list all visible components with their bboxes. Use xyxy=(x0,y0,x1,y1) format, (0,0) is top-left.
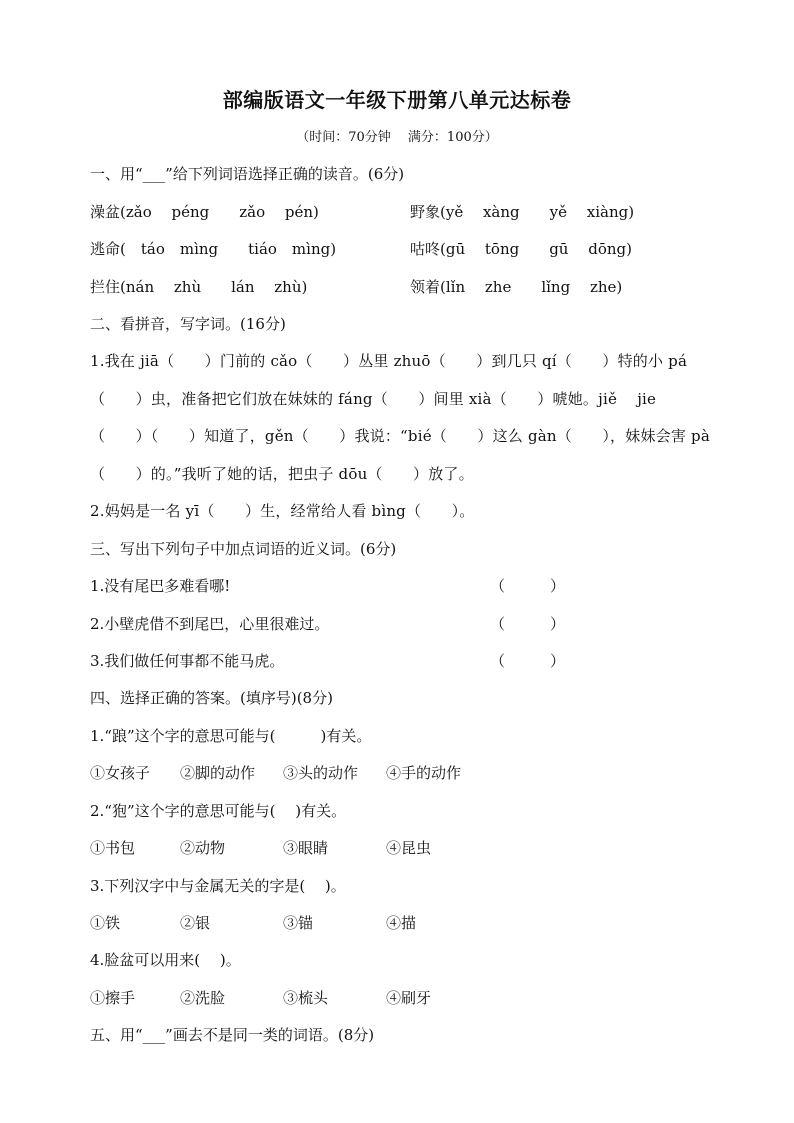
section-1-heading: 一、用“___”给下列词语选择正确的读音。(6分) xyxy=(90,165,405,183)
synonym-sentence: 2.小壁虎借不到尾巴，心里很难过。 xyxy=(90,615,330,633)
choice-option: ③锚 xyxy=(283,914,314,932)
choice-question: 3.下列汉字中与金属无关的字是( )。 xyxy=(90,877,346,895)
synonym-sentence: 1.没有尾巴多难看哪! xyxy=(90,577,231,595)
choice-option: ④描 xyxy=(386,914,417,932)
answer-blank: （ ） xyxy=(490,577,566,595)
pinyin-choice-item: 逃命( táo mìng tiáo mìng) xyxy=(90,240,337,258)
choice-option: ②动物 xyxy=(180,839,226,857)
pinyin-choice-item: 野象(yě xàng yě xiàng) xyxy=(410,203,635,221)
choice-option: ③梳头 xyxy=(283,989,329,1007)
choice-option: ④手的动作 xyxy=(386,764,462,782)
pinyin-writing-line: 1.我在 jiā（ ）门前的 cǎo（ ）丛里 zhuō（ ）到几只 qí（ ）特的小 pá xyxy=(90,352,688,370)
choice-question: 2.“狍”这个字的意思可能与( )有关。 xyxy=(90,802,347,820)
choice-option: ④昆虫 xyxy=(386,839,432,857)
exam-title: 部编版语文一年级下册第八单元达标卷 xyxy=(222,88,572,112)
answer-blank: （ ） xyxy=(490,652,566,670)
choice-option: ②银 xyxy=(180,914,211,932)
choice-option: ①书包 xyxy=(90,839,136,857)
exam-subtitle: （时间：70分钟 满分：100分） xyxy=(296,130,498,145)
choice-option: ③头的动作 xyxy=(283,764,359,782)
section-4-heading: 四、选择正确的答案。(填序号)(8分) xyxy=(90,689,333,707)
choice-option: ③眼睛 xyxy=(283,839,329,857)
section-2-heading: 二、看拼音，写字词。(16分) xyxy=(90,315,286,333)
choice-option: ①女孩子 xyxy=(90,764,151,782)
section-3-heading: 三、写出下列句子中加点词语的近义词。(6分) xyxy=(90,540,397,558)
choice-question: 1.“踉”这个字的意思可能与( )有关。 xyxy=(90,727,372,745)
choice-option: ②脚的动作 xyxy=(180,764,256,782)
pinyin-choice-item: 拦住(nán zhù lán zhù) xyxy=(90,278,308,296)
pinyin-writing-line: （ ）虫，准备把它们放在妹妹的 fáng（ ）间里 xià（ ）唬她。jiě jie xyxy=(90,390,657,408)
pinyin-writing-line: （ ）（ ）知道了，gěn（ ）我说：“bié（ ）这么 gàn（ ），妹妹会害 pà xyxy=(90,427,710,445)
choice-question: 4.脸盆可以用来( )。 xyxy=(90,951,241,969)
section-5-heading: 五、用“___”画去不是同一类的词语。(8分) xyxy=(90,1026,375,1044)
choice-option: ①铁 xyxy=(90,914,121,932)
pinyin-writing-line: 2.妈妈是一名 yī（ ）生，经常给人看 bìng（ ）。 xyxy=(90,502,475,520)
synonym-sentence: 3.我们做任何事都不能马虎。 xyxy=(90,652,285,670)
choice-option: ①擦手 xyxy=(90,989,136,1007)
pinyin-writing-line: （ ）的。”我听了她的话，把虫子 dōu（ ）放了。 xyxy=(90,465,474,483)
choice-option: ④刷牙 xyxy=(386,989,432,1007)
pinyin-choice-item: 咕咚(gū tōng gū dōng) xyxy=(410,240,632,258)
choice-option: ②洗脸 xyxy=(180,989,226,1007)
answer-blank: （ ） xyxy=(490,615,566,633)
pinyin-choice-item: 领着(lǐn zhe lǐng zhe) xyxy=(410,278,623,296)
pinyin-choice-item: 澡盆(zǎo péng zǎo pén) xyxy=(90,203,319,221)
